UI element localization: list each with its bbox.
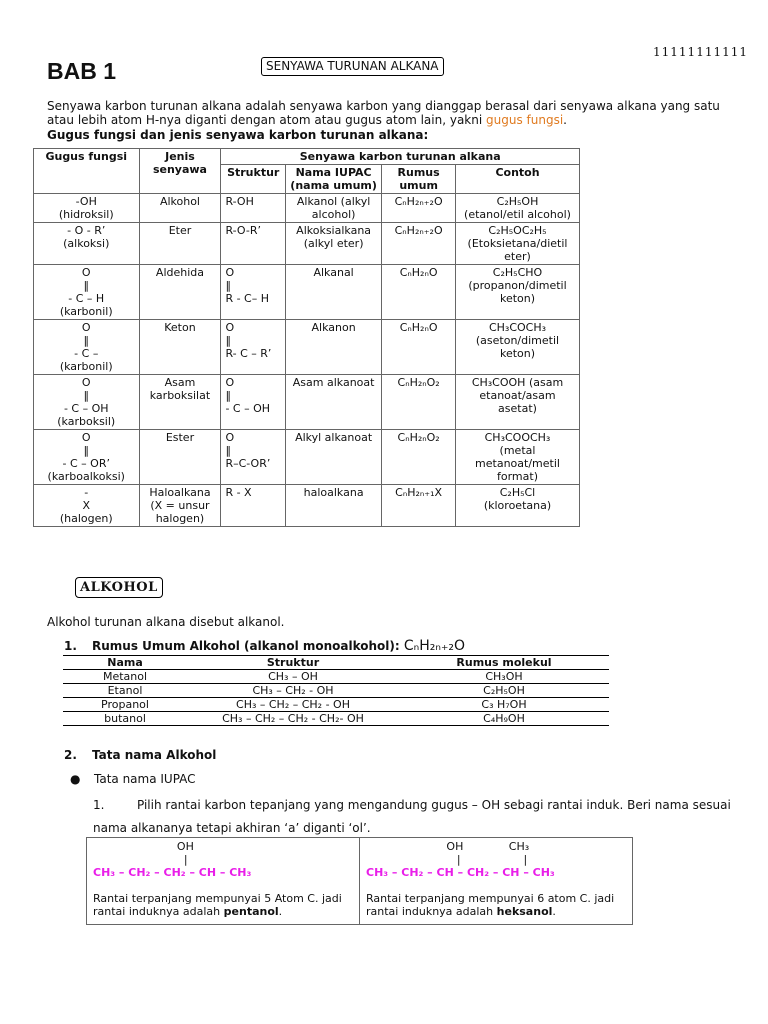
- table-row: [34, 375, 580, 430]
- functional-group-table-body: [34, 194, 580, 527]
- cell-struktur: O ‖ R- C – R’: [221, 320, 286, 375]
- cell-rumus: CₙH₂ₙO₂: [382, 375, 456, 430]
- cell-contoh: C₂H₅Cl (kloroetana): [456, 485, 580, 527]
- example-right-substituent: OH CH₃ | |: [446, 840, 530, 866]
- alcohol-formula-table-body: [63, 670, 609, 726]
- header-jenis: Jenis senyawa: [139, 149, 221, 194]
- header-iupac: Nama IUPAC (nama umum): [285, 165, 381, 194]
- cell-nama: Etanol: [63, 684, 187, 698]
- header-struktur: Struktur: [221, 165, 286, 194]
- cell-jenis: Asam karboksilat: [139, 375, 221, 430]
- cell-gugus: - O - R’ (alkoksi): [34, 223, 140, 265]
- cell-struktur: O ‖ R–C-OR’: [221, 430, 286, 485]
- cell-struktur: CH₃ – OH: [187, 670, 399, 684]
- example-right: [360, 838, 633, 925]
- cell-struktur: O ‖ - C – OH: [221, 375, 286, 430]
- intro-period: .: [563, 113, 567, 127]
- cell-rumus: CₙH₂ₙO: [382, 320, 456, 375]
- bullet-icon: ●: [70, 772, 81, 786]
- cell-rumus: CₙH₂ₙ₊₁X: [382, 485, 456, 527]
- section-2-heading: [64, 748, 216, 762]
- section-2-label: Tata nama Alkohol: [92, 748, 217, 762]
- cell-rumus: C₃ H₇OH: [399, 698, 609, 712]
- cell-contoh: C₂H₅CHO (propanon/dimetil keton): [456, 265, 580, 320]
- example-right-name: heksanol: [496, 905, 553, 918]
- cell-iupac: Alkoksialkana (alkyl eter): [285, 223, 381, 265]
- cell-rumus: CH₃OH: [399, 670, 609, 684]
- header-nama: Nama: [63, 656, 187, 670]
- table-row: [34, 320, 580, 375]
- header-contoh: Contoh: [456, 165, 580, 194]
- table-row: [34, 223, 580, 265]
- cell-jenis: Alkohol: [139, 194, 221, 223]
- header-rumus: Rumus umum: [382, 165, 456, 194]
- cell-struktur: CH₃ – CH₂ – CH₂ - CH₂- OH: [187, 712, 399, 726]
- example-right-chain: CH₃ – CH₂ – CH – CH₂ – CH – CH₃: [366, 866, 555, 879]
- cell-gugus: O ‖ - C – H (karbonil): [34, 265, 140, 320]
- table-row: [34, 265, 580, 320]
- example-left-substituent: OH |: [176, 840, 194, 866]
- chapter-heading: BAB 1: [47, 58, 117, 84]
- cell-iupac: Alkanol (alkyl alcohol): [285, 194, 381, 223]
- cell-nama: Propanol: [63, 698, 187, 712]
- alkohol-description: Alkohol turunan alkana disebut alkanol.: [47, 615, 285, 629]
- cell-rumus: CₙH₂ₙO₂: [382, 430, 456, 485]
- cell-rumus: CₙH₂ₙ₊₂O: [382, 223, 456, 265]
- boxed-title: SENYAWA TURUNAN ALKANA: [261, 57, 444, 76]
- cell-gugus: O ‖ - C – OR’ (karboalkoksi): [34, 430, 140, 485]
- header-gugus: Gugus fungsi: [34, 149, 140, 194]
- cell-struktur: CH₃ – CH₂ – CH₂ - OH: [187, 698, 399, 712]
- intro-text: Senyawa karbon turunan alkana adalah senyawa karbon yang dianggap berasal dari senyawa alkana yang satu atau lebih atom H-nya diganti dengan atom atau gugus atom lain, yakni: [47, 99, 720, 127]
- example-left-name: pentanol: [223, 905, 279, 918]
- step-1-number: 1.: [93, 798, 105, 812]
- cell-gugus: - X (halogen): [34, 485, 140, 527]
- table-intro-heading: Gugus fungsi dan jenis senyawa karbon turunan alkana:: [47, 128, 429, 142]
- cell-rumus: C₂H₅OH: [399, 684, 609, 698]
- cell-rumus: C₄H₉OH: [399, 712, 609, 726]
- example-right-desc-text: Rantai terpanjang mempunyai 6 atom C. jadi rantai induknya adalah: [366, 892, 615, 918]
- bullet-text: Tata nama IUPAC: [94, 772, 196, 786]
- cell-nama: Metanol: [63, 670, 187, 684]
- cell-jenis: Aldehida: [139, 265, 221, 320]
- intro-paragraph: [47, 99, 737, 127]
- naming-example-table: [86, 837, 633, 925]
- cell-gugus: O ‖ - C – (karbonil): [34, 320, 140, 375]
- header-struktur: Struktur: [187, 656, 399, 670]
- functional-group-table: [33, 148, 580, 527]
- table-row: [63, 698, 609, 712]
- cell-struktur: CH₃ – CH₂ - OH: [187, 684, 399, 698]
- cell-iupac: Asam alkanoat: [285, 375, 381, 430]
- example-left-desc: [93, 892, 353, 918]
- step-1-body: Pilih rantai karbon tepanjang yang mengandung gugus – OH sebagi rantai induk. Beri nama sesuai nama alkananya tetapi akhiran ‘a’ diganti ‘ol’.: [93, 798, 731, 835]
- table-row: [34, 194, 580, 223]
- cell-jenis: Haloalkana (X = unsur halogen): [139, 485, 221, 527]
- step-1-text: [93, 794, 743, 840]
- cell-iupac: Alkanon: [285, 320, 381, 375]
- cell-struktur: R-O-R’: [221, 223, 286, 265]
- cell-iupac: Alkyl alkanoat: [285, 430, 381, 485]
- header-group: Senyawa karbon turunan alkana: [221, 149, 580, 165]
- cell-contoh: CH₃COOCH₃ (metal metanoat/metil format): [456, 430, 580, 485]
- bullet-item: [70, 772, 196, 786]
- intro-highlight: gugus fungsi: [486, 113, 564, 127]
- section-1-label: Rumus Umum Alkohol (alkanol monoalkohol):: [92, 639, 404, 653]
- cell-nama: butanol: [63, 712, 187, 726]
- cell-jenis: Eter: [139, 223, 221, 265]
- cell-iupac: haloalkana: [285, 485, 381, 527]
- cell-jenis: Keton: [139, 320, 221, 375]
- section-1-formula: CₙH₂ₙ₊₂O: [403, 638, 465, 654]
- section-2-number: 2.: [64, 748, 77, 762]
- cell-jenis: Ester: [139, 430, 221, 485]
- table-row: [34, 430, 580, 485]
- cell-rumus: CₙH₂ₙ₊₂O: [382, 194, 456, 223]
- cell-iupac: Alkanal: [285, 265, 381, 320]
- cell-gugus: -OH (hidroksil): [34, 194, 140, 223]
- table-row: [63, 670, 609, 684]
- section-1-number: 1.: [64, 639, 77, 653]
- cell-rumus: CₙH₂ₙO: [382, 265, 456, 320]
- example-left-desc-text: Rantai terpanjang mempunyai 5 Atom C. jadi rantai induknya adalah: [93, 892, 342, 918]
- alkohol-boxed-title: ALKOHOL: [75, 577, 163, 598]
- header-rumus-molekul: Rumus molekul: [399, 656, 609, 670]
- table-row: [63, 712, 609, 726]
- example-left-chain: CH₃ – CH₂ – CH₂ – CH – CH₃: [93, 866, 252, 879]
- section-1-heading: [64, 638, 465, 654]
- cell-contoh: CH₃COCH₃ (aseton/dimetil keton): [456, 320, 580, 375]
- cell-struktur: O ‖ R - C– H: [221, 265, 286, 320]
- example-right-end: .: [552, 905, 556, 918]
- example-left: [87, 838, 360, 925]
- cell-struktur: R - X: [221, 485, 286, 527]
- example-left-end: .: [278, 905, 283, 918]
- cell-struktur: R-OH: [221, 194, 286, 223]
- cell-contoh: C₂H₅OH (etanol/etil alcohol): [456, 194, 580, 223]
- cell-contoh: CH₃COOH (asam etanoat/asam asetat): [456, 375, 580, 430]
- table-row: [63, 684, 609, 698]
- example-right-desc: [366, 892, 626, 918]
- alcohol-formula-table: [63, 655, 609, 726]
- cell-gugus: O ‖ - C – OH (karboksil): [34, 375, 140, 430]
- table-row: [34, 485, 580, 527]
- page-number: 11111111111: [653, 45, 748, 59]
- cell-contoh: C₂H₅OC₂H₅ (Etoksietana/dietil eter): [456, 223, 580, 265]
